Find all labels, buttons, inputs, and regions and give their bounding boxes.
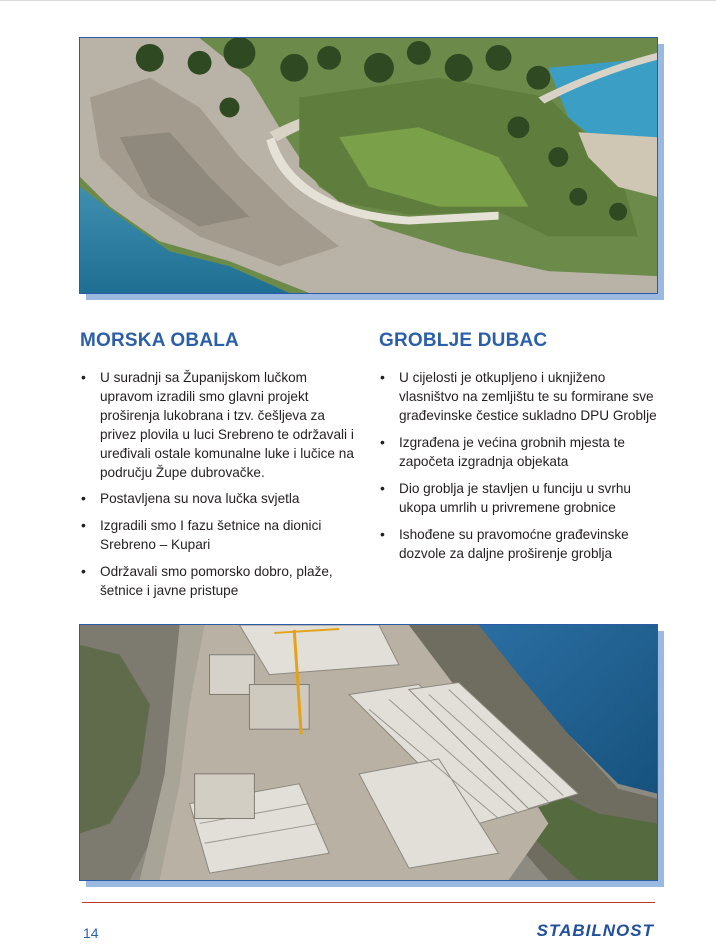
list-item: • Dio groblja je stavljen u funciju u svrhu ukopa umrlih u privremene grobnice (379, 479, 659, 517)
list-item: • Postavljena su nova lučka svjetla (80, 489, 360, 508)
list-item: • U cijelosti je otkupljeno i uknjiženo vlasništvo na zemljištu te su formirane sve građevinske čestice sukladno DPU Groblje (379, 368, 659, 425)
top-rule (0, 0, 716, 3)
bullet-list (379, 368, 659, 563)
cemetery-photo (79, 624, 658, 881)
list-item: • Ishođene su pravomoćne građevinske dozvole za daljne proširenje groblja (379, 525, 659, 563)
list-item: • Izgrađena je većina grobnih mjesta te započeta izgradnja objekata (379, 433, 659, 471)
page-number: 14 (83, 925, 99, 941)
section-morska-obala (80, 330, 360, 608)
brand-wordmark: STABILNOST (536, 921, 654, 940)
list-item: • Održavali smo pomorsko dobro, plaže, šetnice i javne pristupe (80, 562, 360, 600)
footer-rule (82, 902, 655, 903)
coast-photo (79, 37, 658, 294)
bullet-list (80, 368, 360, 600)
section-title: GROBLJE DUBAC (379, 330, 548, 351)
section-title: MORSKA OBALA (80, 330, 239, 351)
section-groblje-dubac (379, 330, 659, 571)
list-item: • U suradnji sa Županijskom lučkom upravom izradili smo glavni projekt proširenja lukobrana i tzv. češljeva za privez plovila u luci Srebreno te održavali i uređivali ostale komunalne luke i lučice na području Župe dubrovačke. (80, 368, 360, 482)
list-item: • Izgradili smo I fazu šetnice na dionici Srebreno – Kupari (80, 516, 360, 554)
